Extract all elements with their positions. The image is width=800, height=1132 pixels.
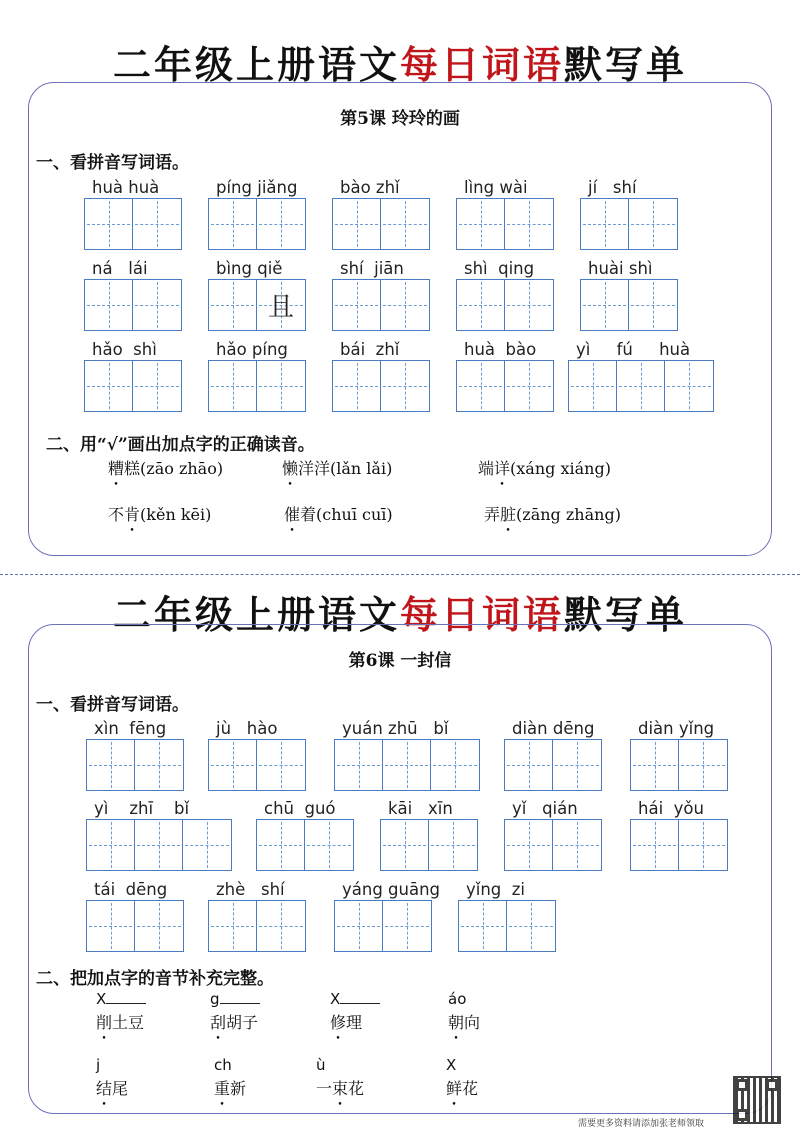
pinyin-label: bìng qiě [216, 259, 283, 278]
word-item [256, 799, 354, 871]
tian-zi-cell[interactable] [629, 199, 677, 249]
word-item [458, 880, 556, 952]
tian-zi-cell[interactable] [457, 361, 505, 411]
pinyin-label: chū guó [264, 799, 336, 818]
syllable-question[interactable] [316, 1056, 364, 1099]
tian-zi-cell[interactable] [581, 280, 629, 330]
tian-zi-cell[interactable] [257, 280, 305, 330]
tian-zi-cell[interactable] [679, 740, 727, 790]
reading-question[interactable] [478, 456, 611, 479]
pinyin-label: bào zhǐ [340, 178, 400, 197]
pinyin-label: xìn fēng [94, 719, 167, 738]
tian-zi-cell[interactable] [383, 901, 431, 951]
tian-zi-cell[interactable] [631, 740, 679, 790]
word-item [208, 178, 306, 250]
pinyin-label: huà huà [92, 178, 160, 197]
tian-zi-cell[interactable] [617, 361, 665, 411]
writing-boxes[interactable] [332, 279, 430, 331]
qr-eye [736, 1079, 748, 1091]
hint-char: 且 [267, 292, 295, 323]
dotted-char: 刮 [210, 1013, 227, 1032]
sheet1-title [0, 34, 800, 89]
dotted-char: 催 [284, 505, 301, 524]
tian-zi-cell[interactable] [381, 820, 429, 870]
tian-zi-cell[interactable] [553, 820, 601, 870]
writing-boxes[interactable] [256, 819, 354, 871]
word-item [86, 799, 232, 871]
writing-boxes[interactable] [208, 279, 306, 331]
pinyin-label: yì zhī bǐ [94, 799, 190, 818]
tian-zi-cell[interactable] [133, 280, 181, 330]
pinyin-label: yáng guāng [342, 880, 441, 899]
pinyin-label: yǐng zi [466, 880, 526, 899]
reading-question[interactable] [284, 502, 393, 525]
writing-boxes[interactable] [630, 819, 728, 871]
reading-text: (xáng xiáng) [510, 459, 611, 478]
tian-zi-cell[interactable] [305, 820, 353, 870]
word-text: 花 [462, 1079, 479, 1098]
pinyin-label: tái dēng [94, 880, 168, 899]
writing-boxes[interactable] [84, 279, 182, 331]
word-item [504, 799, 602, 871]
word [210, 1013, 258, 1032]
syllable-hint [330, 990, 380, 1010]
word-item [208, 259, 306, 331]
word-text: 花 [348, 1079, 365, 1098]
writing-boxes[interactable] [504, 739, 602, 791]
pinyin-label: jù hào [216, 719, 278, 738]
word-item [568, 340, 714, 412]
word-item [84, 259, 182, 331]
word-item [580, 259, 678, 331]
tian-zi-cell[interactable] [209, 199, 257, 249]
tian-zi-cell[interactable] [87, 740, 135, 790]
word-item [334, 880, 440, 952]
writing-boxes[interactable] [84, 198, 182, 250]
reading-text: (zāng zhāng) [516, 505, 621, 524]
word-text: 土豆 [112, 1013, 145, 1032]
writing-boxes[interactable] [332, 360, 430, 412]
word-item [580, 178, 678, 250]
tian-zi-cell[interactable] [553, 740, 601, 790]
writing-boxes[interactable] [456, 360, 554, 412]
word [330, 1013, 362, 1032]
word-item [456, 340, 554, 412]
title-highlight: 每日词语 [399, 43, 564, 87]
hint-text: áo [448, 990, 467, 1008]
tian-zi-cell[interactable] [457, 199, 505, 249]
word-item [332, 259, 430, 331]
answer-blank[interactable] [106, 991, 146, 1004]
syllable-question[interactable] [96, 990, 146, 1033]
tian-zi-cell[interactable] [257, 740, 305, 790]
tian-zi-cell[interactable] [133, 361, 181, 411]
word-item [84, 178, 182, 250]
answer-blank[interactable] [220, 991, 260, 1004]
word-item [86, 880, 184, 952]
tian-zi-cell[interactable] [335, 740, 383, 790]
word-text: 理 [346, 1013, 363, 1032]
tian-zi-cell[interactable] [569, 361, 617, 411]
word-item [380, 799, 478, 871]
answer-blank[interactable] [340, 991, 380, 1004]
dotted-char: 削 [96, 1013, 113, 1032]
hint-text: ù [316, 1056, 326, 1074]
pinyin-label: huà bào [464, 340, 537, 359]
pinyin-label: yuán zhū bǐ [342, 719, 449, 738]
word [446, 1079, 478, 1098]
tian-zi-cell[interactable] [135, 901, 183, 951]
hint-text: X [446, 1056, 457, 1074]
tian-zi-cell[interactable] [257, 901, 305, 951]
pinyin-label: huài shì [588, 259, 653, 278]
writing-boxes[interactable] [84, 360, 182, 412]
writing-boxes[interactable] [568, 360, 714, 412]
tian-zi-cell[interactable] [505, 280, 553, 330]
hint-text: X [96, 990, 107, 1008]
tian-zi-cell[interactable] [333, 199, 381, 249]
tian-zi-cell[interactable] [85, 361, 133, 411]
pinyin-label: lìng wài [464, 178, 528, 197]
section-heading: 二、用“√”画出加点字的正确读音。 [46, 435, 315, 455]
section-heading: 一、看拼音写词语。 [36, 695, 189, 715]
word-item [208, 719, 306, 791]
pinyin-label: shí jiān [340, 259, 404, 278]
word-text: 一 [316, 1079, 333, 1098]
writing-boxes[interactable] [630, 739, 728, 791]
tian-zi-cell[interactable] [457, 280, 505, 330]
writing-boxes[interactable] [86, 900, 184, 952]
word-text: 向 [464, 1013, 481, 1032]
tian-zi-cell[interactable] [335, 901, 383, 951]
syllable-hint [448, 990, 480, 1010]
qr-eye [736, 1109, 748, 1121]
tian-zi-cell[interactable] [257, 361, 305, 411]
writing-boxes[interactable] [456, 198, 554, 250]
divider [0, 574, 800, 575]
reading-text: 着(chuī cuī) [300, 505, 393, 524]
tian-zi-cell[interactable] [381, 199, 429, 249]
syllable-question[interactable] [448, 990, 480, 1033]
tian-zi-cell[interactable] [257, 820, 305, 870]
tian-zi-cell[interactable] [429, 820, 477, 870]
writing-boxes[interactable] [380, 819, 478, 871]
syllable-question[interactable] [330, 990, 380, 1033]
hint-text: ch [214, 1056, 232, 1074]
qr-code [733, 1076, 781, 1124]
writing-boxes[interactable] [208, 198, 306, 250]
reading-question[interactable] [108, 502, 211, 525]
tian-zi-cell[interactable] [381, 361, 429, 411]
reading-text: 糕(zāo zhāo) [124, 459, 224, 478]
dotted-char: 懒 [282, 459, 299, 478]
dotted-char: 结 [96, 1079, 113, 1098]
tian-zi-cell[interactable] [459, 901, 507, 951]
dotted-char: 脏 [500, 505, 517, 524]
lesson-title: 第5课 玲玲的画 [340, 109, 460, 129]
reading-text: (kěn kēi) [140, 505, 212, 524]
tian-zi-cell[interactable] [209, 901, 257, 951]
pinyin-label: hǎo shì [92, 340, 157, 359]
pinyin-label: hǎo píng [216, 340, 288, 359]
writing-boxes[interactable] [334, 739, 480, 791]
word [316, 1079, 364, 1098]
tian-zi-cell[interactable] [135, 820, 183, 870]
word-item [456, 259, 554, 331]
syllable-hint [210, 990, 260, 1010]
tian-zi-cell[interactable] [505, 361, 553, 411]
syllable-hint [96, 1056, 128, 1076]
tian-zi-cell[interactable] [209, 361, 257, 411]
writing-boxes[interactable] [334, 900, 432, 952]
word-item [208, 340, 306, 412]
word-item [630, 799, 728, 871]
lesson-title: 第6课 一封信 [348, 651, 452, 671]
writing-boxes[interactable] [208, 360, 306, 412]
writing-boxes[interactable] [580, 198, 678, 250]
tian-zi-cell[interactable] [333, 361, 381, 411]
syllable-question[interactable] [446, 1056, 478, 1099]
word-text: 胡子 [226, 1013, 259, 1032]
dotted-char: 详 [494, 459, 511, 478]
word [448, 1013, 480, 1032]
word-item [334, 719, 480, 791]
tian-zi-cell[interactable] [629, 280, 677, 330]
tian-zi-cell[interactable] [135, 740, 183, 790]
reading-question[interactable] [484, 502, 621, 525]
tian-zi-cell[interactable] [87, 820, 135, 870]
title-part: 二年级上册语文 [112, 593, 400, 637]
tian-zi-cell[interactable] [505, 740, 553, 790]
tian-zi-cell[interactable] [381, 280, 429, 330]
writing-boxes[interactable] [86, 819, 232, 871]
pinyin-label: diàn dēng [512, 719, 595, 738]
pinyin-label: ná lái [92, 259, 148, 278]
hint-text: g [210, 990, 220, 1008]
tian-zi-cell[interactable] [581, 199, 629, 249]
word-item [208, 880, 306, 952]
word-item [630, 719, 728, 791]
word-item [456, 178, 554, 250]
pinyin-label: jí shí [588, 178, 637, 197]
syllable-question[interactable] [210, 990, 260, 1033]
pinyin-label: kāi xīn [388, 799, 453, 818]
dotted-char: 鲜 [446, 1079, 463, 1098]
tian-zi-cell[interactable] [133, 199, 181, 249]
pinyin-label: shì qing [464, 259, 535, 278]
tian-zi-cell[interactable] [87, 901, 135, 951]
syllable-hint [446, 1056, 478, 1076]
dotted-char: 朝 [448, 1013, 465, 1032]
title-part: 默写单 [564, 593, 688, 637]
pinyin-label: píng jiǎng [216, 178, 298, 197]
dotted-char: 修 [330, 1013, 347, 1032]
pinyin-label: bái zhǐ [340, 340, 400, 359]
syllable-question[interactable] [96, 1056, 128, 1099]
word-item [86, 719, 184, 791]
writing-boxes[interactable] [504, 819, 602, 871]
writing-boxes[interactable] [580, 279, 678, 331]
word-item [504, 719, 602, 791]
dotted-char: 糟 [108, 459, 125, 478]
tian-zi-cell[interactable] [505, 199, 553, 249]
dotted-char: 肯 [124, 505, 141, 524]
tian-zi-cell[interactable] [209, 280, 257, 330]
tian-zi-cell[interactable] [85, 199, 133, 249]
pinyin-label: yì fú huà [576, 340, 691, 359]
syllable-hint [214, 1056, 246, 1076]
dotted-char: 束 [332, 1079, 349, 1098]
word-item [84, 340, 182, 412]
title-part: 默写单 [564, 43, 688, 87]
title-part: 二年级上册语文 [112, 43, 400, 87]
writing-boxes[interactable] [208, 900, 306, 952]
tian-zi-cell[interactable] [431, 740, 479, 790]
dotted-char: 重 [214, 1079, 231, 1098]
tian-zi-cell[interactable] [631, 820, 679, 870]
tian-zi-cell[interactable] [85, 280, 133, 330]
tian-zi-cell[interactable] [257, 199, 305, 249]
syllable-hint [96, 990, 146, 1010]
footer-note: 需要更多资料请添加张老师领取 [578, 1119, 705, 1129]
word [96, 1079, 128, 1098]
writing-boxes[interactable] [86, 739, 184, 791]
word-text: 尾 [112, 1079, 129, 1098]
pinyin-label: zhè shí [216, 880, 285, 899]
tian-zi-cell[interactable] [665, 361, 713, 411]
reading-text: 端 [478, 459, 495, 478]
reading-question[interactable] [282, 456, 392, 479]
reading-question[interactable] [108, 456, 223, 479]
writing-boxes[interactable] [458, 900, 556, 952]
word-item [332, 178, 430, 250]
tian-zi-cell[interactable] [383, 740, 431, 790]
word-item [332, 340, 430, 412]
syllable-question[interactable] [214, 1056, 246, 1099]
tian-zi-cell[interactable] [679, 820, 727, 870]
reading-text: 弄 [484, 505, 501, 524]
writing-boxes[interactable] [208, 739, 306, 791]
section-heading: 一、看拼音写词语。 [36, 153, 189, 173]
qr-eye [766, 1079, 778, 1091]
syllable-hint [316, 1056, 364, 1076]
writing-boxes[interactable] [332, 198, 430, 250]
hint-text: j [96, 1056, 101, 1074]
tian-zi-cell[interactable] [209, 740, 257, 790]
tian-zi-cell[interactable] [183, 820, 231, 870]
title-highlight: 每日词语 [399, 593, 564, 637]
reading-text: 洋洋(lǎn lǎi) [298, 459, 393, 478]
tian-zi-cell[interactable] [333, 280, 381, 330]
word-text: 新 [230, 1079, 247, 1098]
pinyin-label: diàn yǐng [638, 719, 715, 738]
pinyin-label: yǐ qián [512, 799, 578, 818]
word [214, 1079, 246, 1098]
word [96, 1013, 144, 1032]
writing-boxes[interactable] [456, 279, 554, 331]
pinyin-label: hái yǒu [638, 799, 704, 818]
hint-text: X [330, 990, 341, 1008]
reading-text: 不 [108, 505, 125, 524]
tian-zi-cell[interactable] [507, 901, 555, 951]
section-heading: 二、把加点字的音节补充完整。 [36, 969, 274, 989]
tian-zi-cell[interactable] [505, 820, 553, 870]
